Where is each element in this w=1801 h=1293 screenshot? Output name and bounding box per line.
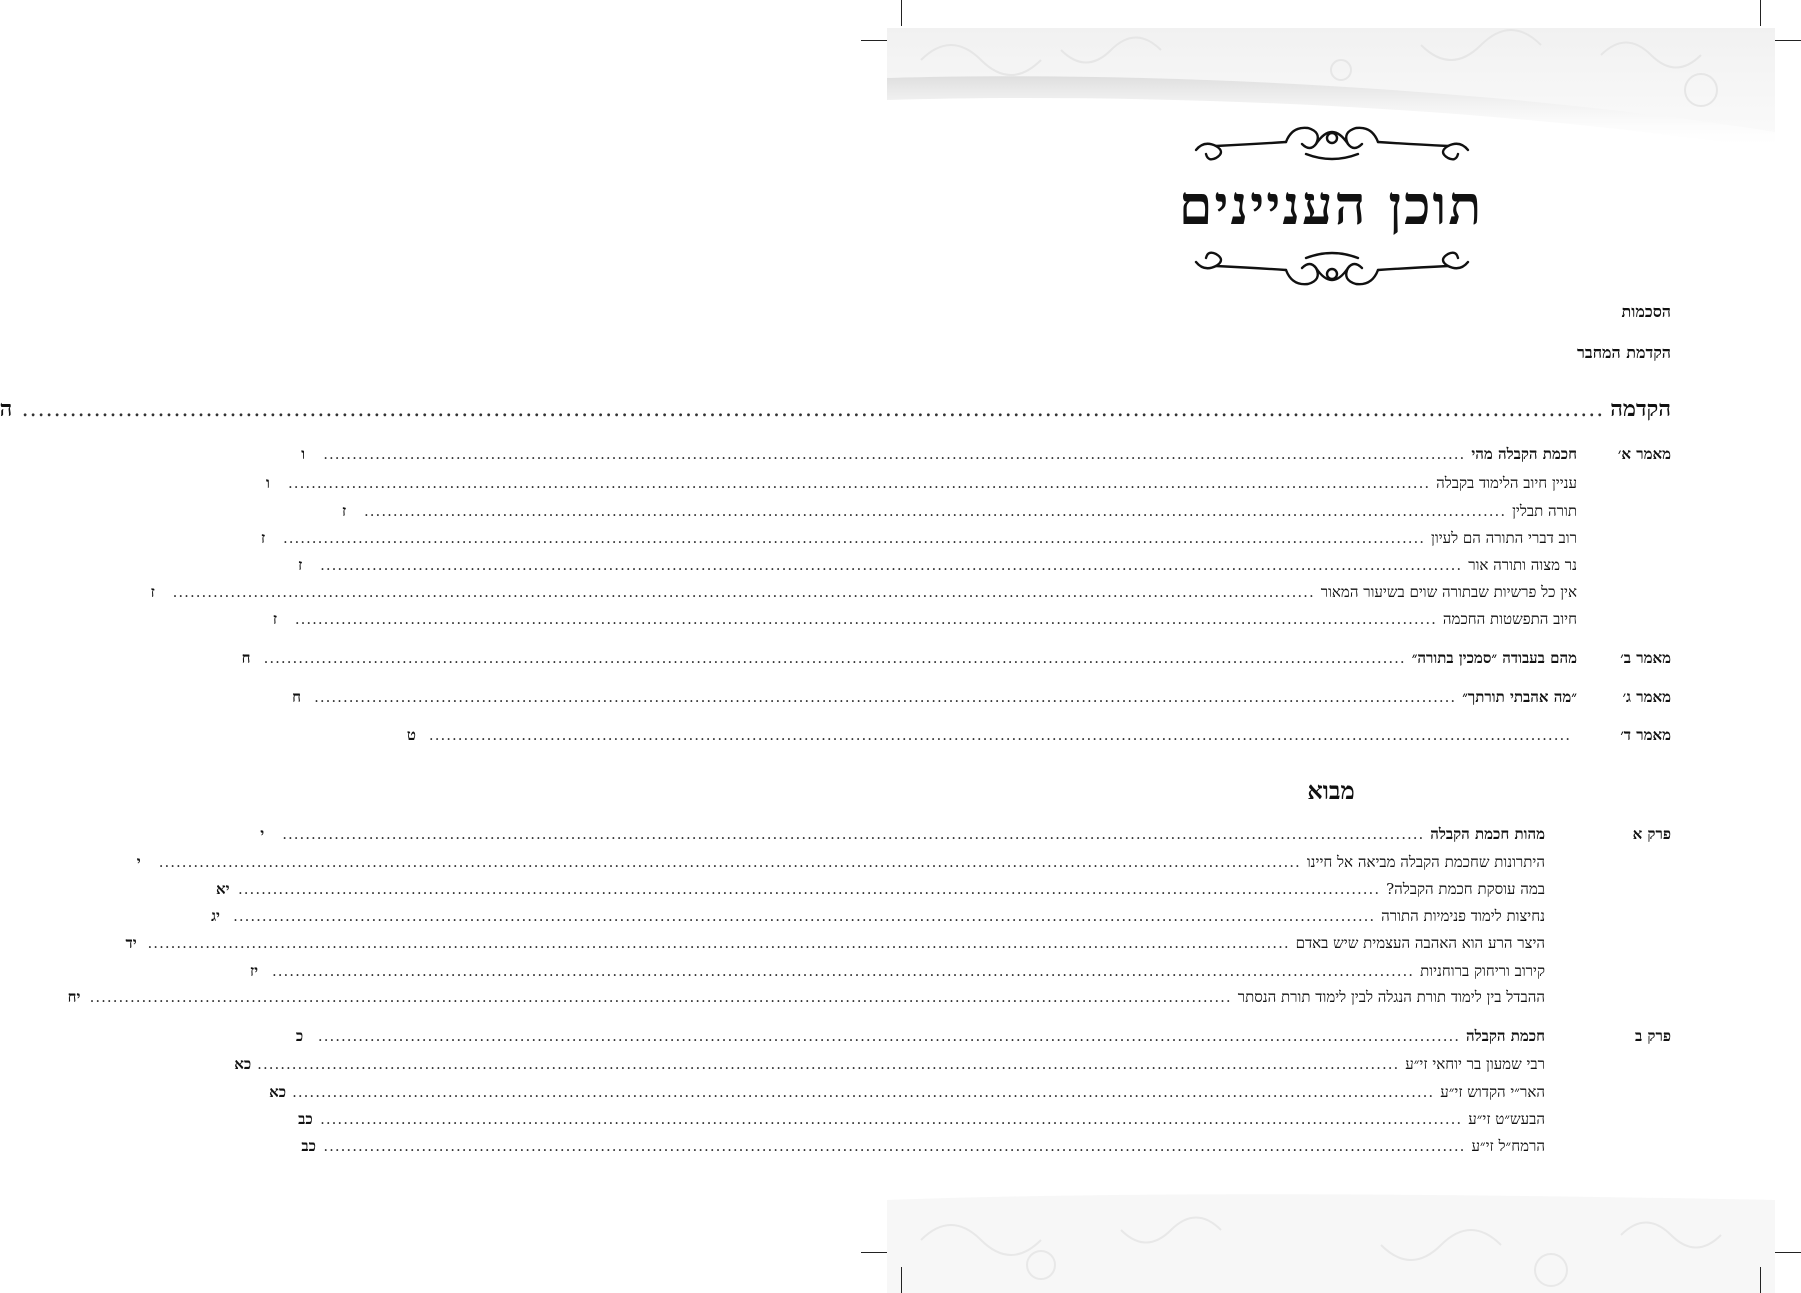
toc-subitem-row: [67, 988, 1671, 1012]
dot-leader: ......................................................................................................................................................................................................: [282, 825, 1425, 843]
toc-subitem-row: [342, 502, 1671, 526]
subitem-title: היתרונות שחכמת הקבלה מביאה אל חיינו: [1306, 853, 1545, 871]
page-number: ו: [301, 445, 306, 463]
toc-subitem-row: [125, 934, 1671, 958]
subitem-title: נר מצוה ותורה אור: [1468, 556, 1577, 574]
subitem-title: חיוב התפשטות החכמה: [1442, 610, 1577, 628]
subitem-title: קירוב וריחוק ברוחניות: [1420, 962, 1545, 980]
toc-article-row: [406, 726, 1671, 750]
dot-leader: ......................................................................................................................................................................................................: [428, 726, 1571, 744]
chapter-label: פרק ב: [1634, 1027, 1671, 1045]
subitem-title: רוב דברי התורה הם לעיון: [1431, 529, 1577, 547]
subitem-title: ההבדל בין לימוד תורת הנגלה לבין לימוד תורת הנסתר: [1237, 988, 1545, 1006]
page-number: ו: [266, 474, 270, 492]
toc-subitem-row: [272, 610, 1671, 634]
page-number: ז: [298, 556, 303, 574]
toc-subitem-row: [136, 853, 1671, 877]
toc-article-row: [241, 649, 1671, 673]
toc-subitem-row: [211, 907, 1671, 931]
toc-subitem-row: [260, 529, 1671, 553]
dot-leader: ......................................................................................................................................................................................................: [257, 1055, 1400, 1073]
toc-subitem-row: [250, 962, 1671, 986]
dot-leader: ......................................................................................................................................................................................................: [21, 397, 1605, 422]
toc-chapter-row: [295, 1027, 1671, 1051]
article-title: מהם בעבודה ״סמכין בתורה״: [1411, 649, 1577, 667]
article-title: ״מה אהבתי תורתך״: [1462, 688, 1577, 706]
subitem-title: היצר הרע הוא האהבה העצמית שיש באדם: [1295, 934, 1545, 952]
chapter-label: פרק א: [1632, 825, 1671, 843]
dot-leader: ......................................................................................................................................................................................................: [292, 1083, 1435, 1101]
toc-subitem-row: [234, 1055, 1671, 1079]
page-number: כא: [269, 1083, 287, 1101]
page-number: יד: [125, 934, 137, 952]
page-number: ט: [406, 726, 416, 744]
article-title: חכמת הקבלה מהי: [1471, 445, 1577, 463]
dot-leader: ......................................................................................................................................................................................................: [282, 529, 1426, 547]
page-number: ז: [260, 529, 266, 547]
toc-subitem-row: [269, 1083, 1671, 1107]
page-number: ה: [0, 396, 13, 422]
toc-subitem-row: [301, 1137, 1671, 1161]
page-number: יג: [211, 907, 220, 925]
page-number: ז: [150, 583, 155, 601]
dot-leader: ......................................................................................................................................................................................................: [158, 853, 1301, 871]
toc-intro-title: הקדמה: [1610, 396, 1671, 422]
page-title: תוכן העניינים: [1178, 173, 1484, 237]
page-number: יא: [216, 880, 230, 898]
toc-intro-row: [0, 396, 1671, 426]
subitem-title: אין כל פרשיות שבתורה שוים בשיעור המאור: [1320, 583, 1577, 601]
dot-leader: ......................................................................................................................................................................................................: [172, 583, 1315, 601]
dot-leader: ......................................................................................................................................................................................................: [314, 688, 1457, 706]
page-number: י: [136, 853, 141, 871]
dot-leader: ......................................................................................................................................................................................................: [288, 474, 1431, 492]
dot-leader: ......................................................................................................................................................................................................: [317, 1027, 1460, 1045]
dot-leader: ......................................................................................................................................................................................................: [294, 610, 1437, 628]
toc-subitem-row: [216, 880, 1671, 904]
dot-leader: ......................................................................................................................................................................................................: [263, 649, 1406, 667]
page-number: ז: [272, 610, 278, 628]
page-number: כב: [301, 1137, 316, 1155]
toc-article-row: [301, 445, 1671, 469]
dot-leader: ......................................................................................................................................................................................................: [320, 556, 1463, 574]
page-number: ז: [342, 502, 347, 520]
page-number: י: [260, 825, 265, 843]
toc-article-row: [292, 688, 1671, 712]
toc-subitem-row: [298, 556, 1671, 580]
toc-chapter-row: [260, 825, 1671, 849]
front-matter-approbations: הסכמות: [1621, 302, 1671, 321]
dot-leader: ......................................................................................................................................................................................................: [89, 988, 1232, 1006]
dot-leader: ......................................................................................................................................................................................................: [323, 1137, 1466, 1155]
toc-subitem-row: [266, 474, 1671, 498]
page-number: ח: [292, 688, 301, 706]
front-matter-author-intro: הקדמת המחבר: [1577, 343, 1671, 362]
subitem-title: עניין חיוב הלימוד בקבלה: [1436, 474, 1577, 492]
dot-leader: ......................................................................................................................................................................................................: [147, 934, 1290, 952]
ornament-top-icon: [1186, 118, 1478, 168]
subitem-title: רבי שמעון בר יוחאי זי״ע: [1405, 1055, 1545, 1073]
page-number: יח: [67, 988, 81, 1006]
subitem-title: תורה תבלין: [1512, 502, 1577, 520]
subitem-title: במה עוסקת חכמת הקבלה?: [1386, 880, 1545, 898]
page-number: ח: [241, 649, 251, 667]
page-number: יז: [250, 962, 259, 980]
subitem-title: האר״י הקדוש זי״ע: [1440, 1083, 1545, 1101]
page-number: כ: [295, 1027, 304, 1045]
section-heading: מבוא: [1307, 776, 1355, 805]
dot-leader: ......................................................................................................................................................................................................: [320, 1110, 1463, 1128]
toc-subitem-row: [150, 583, 1671, 607]
page-number: כא: [234, 1055, 252, 1073]
dot-leader: ......................................................................................................................................................................................................: [364, 502, 1507, 520]
article-label: מאמר ג׳: [1622, 688, 1671, 706]
article-label: מאמר ד׳: [1620, 726, 1671, 744]
article-label: מאמר ב׳: [1620, 649, 1671, 667]
toc-subitem-row: [298, 1110, 1671, 1134]
dot-leader: ......................................................................................................................................................................................................: [323, 445, 1466, 463]
dot-leader: ......................................................................................................................................................................................................: [272, 962, 1415, 980]
page-number: כב: [298, 1110, 313, 1128]
chapter-title: מהות חכמת הקבלה: [1430, 825, 1545, 843]
subitem-title: נחיצות לימוד פנימיות התורה: [1381, 907, 1545, 925]
subitem-title: הרמח״ל זי״ע: [1471, 1137, 1545, 1155]
subitem-title: הבעש״ט זי״ע: [1468, 1110, 1545, 1128]
dot-leader: ......................................................................................................................................................................................................: [233, 907, 1376, 925]
chapter-title: חכמת הקבלה: [1466, 1027, 1545, 1045]
dot-leader: ......................................................................................................................................................................................................: [238, 880, 1381, 898]
article-label: מאמר א׳: [1617, 445, 1671, 463]
ornament-bottom-icon: [1186, 244, 1478, 294]
